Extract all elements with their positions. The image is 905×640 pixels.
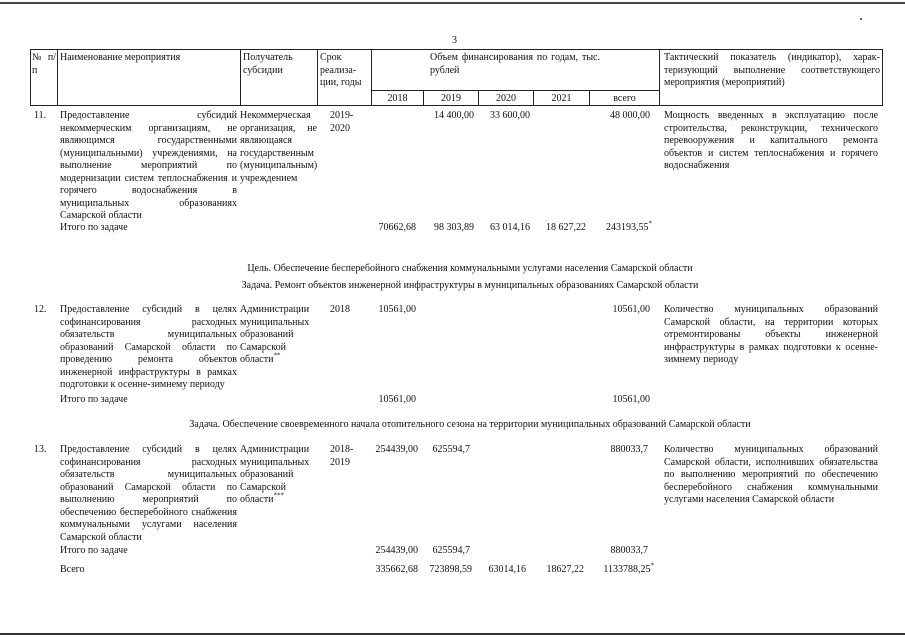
bottom-rule <box>0 633 905 635</box>
value-2018: 254439,00 <box>375 444 418 455</box>
recipient: Администрации муниципальных образований Самарской области** <box>240 304 310 365</box>
subtotal-2020: 63 014,16 <box>490 222 530 233</box>
value-2018: 10561,00 <box>378 304 416 315</box>
indicator: Количество муниципальных образований Самарской области, на территории которых отремонтированы объекты инженерной инфраструктуры в рамках подготовки к осенне-зимнему периоду <box>664 304 878 365</box>
value-total: 10561,00 <box>612 304 650 315</box>
subtotal-2019: 625594,7 <box>432 545 470 556</box>
term: 2019-2020 <box>330 110 354 134</box>
subtotal-2021: 18 627,22 <box>546 222 586 233</box>
grand-total-2021: 18627,22 <box>546 564 584 575</box>
header-indicator: Тактический показатель (индикатор), харак-теризующий выполнение соответствующего мероприятия (мероприятий) <box>664 52 880 88</box>
term: 2018 <box>330 304 350 315</box>
footnote-mark: * <box>648 219 652 228</box>
corner-mark <box>860 18 862 20</box>
term: 2018-2019 <box>330 444 354 468</box>
measure-name: Предоставление субсидий в целях софинансирования расходных обязательств муниципальных образований Самарской области по проведению ремонта объектов инженерной инфраструктуры в рамках подготовки к осенне-зимнему периоду <box>60 304 237 390</box>
footnote-mark: ** <box>273 351 281 360</box>
grand-total-2020: 63014,16 <box>488 564 526 575</box>
header-year-total: всего <box>613 93 636 104</box>
footnote-mark: * <box>650 561 654 570</box>
page-number: 3 <box>452 35 457 46</box>
subtotal-label: Итого по задаче <box>60 545 128 556</box>
row-number: 12. <box>34 304 47 315</box>
header-year-2018: 2018 <box>387 93 408 104</box>
value-2019: 14 400,00 <box>434 110 474 121</box>
value-total: 48 000,00 <box>610 110 650 121</box>
subtotal-2018: 70662,68 <box>378 222 416 233</box>
subtotal-2018: 10561,00 <box>378 394 416 405</box>
header-year-2019: 2019 <box>441 93 461 104</box>
header-recipient: Получатель субсидии <box>243 52 293 76</box>
task-heading-repair: Задача. Ремонт объектов инженерной инфраструктуры в муниципальных образованиях Самарской области <box>241 280 699 291</box>
header-name: Наименование мероприятия <box>60 52 181 63</box>
recipient: Некоммерческая организация, не являющаяся государственным (муниципальным) учреждением <box>240 110 318 184</box>
header-year-2020: 2020 <box>496 93 516 104</box>
indicator: Количество муниципальных образований Самарской области, исполнивших обязательства по выполнению мероприятий по обеспечению бесперебойного снабжения коммунальными услугами населения Самарской области <box>664 444 878 505</box>
value-2019: 625594,7 <box>432 444 470 455</box>
subtotal-label: Итого по задаче <box>60 222 128 233</box>
row-number: 11. <box>34 110 47 121</box>
header-term: Срок реализа-ции, годы <box>320 52 362 88</box>
grand-total-label: Всего <box>60 564 85 575</box>
subtotal-2018: 254439,00 <box>375 545 418 556</box>
subtotal-total: 243193,55* <box>606 219 652 233</box>
recipient: Администрации муниципальных образований Самарской области*** <box>240 444 310 505</box>
row-number: 13. <box>34 444 47 455</box>
value-2020: 33 600,00 <box>490 110 530 121</box>
header-no: № п/п <box>32 52 56 76</box>
indicator: Мощность введенных в эксплуатацию после строительства, реконструкции, технического перевооружения и капитального ремонта объектов и систем теплоснабжения и горячего водоснабжения <box>664 110 878 171</box>
measure-name: Предоставление субсидий некоммерческим организациям, не являющимся государственными (муниципальными) учреждениями, на выполнение мероприятий по модернизации систем теплоснабжения и горячего водоснабжения в муниципальных образованиях Самарской области <box>60 110 237 221</box>
subtotal-total: 10561,00 <box>612 394 650 405</box>
grand-total-2018: 335662,68 <box>375 564 418 575</box>
measure-name: Предоставление субсидий в целях софинансирования расходных обязательств муниципальных образований Самарской области по выполнению мероприятий по обеспечению бесперебойного снабжения коммунальными услугами населения Самарской области <box>60 444 237 543</box>
goal-heading: Цель. Обеспечение бесперебойного снабжения коммунальными услугами населения Самарской области <box>247 263 693 274</box>
grand-total-2019: 723898,59 <box>429 564 472 575</box>
subtotal-2019: 98 303,89 <box>434 222 474 233</box>
header-funding: Объем финансирования по годам, тыс. рублей <box>430 52 600 76</box>
subtotal-total: 880033,7 <box>610 545 648 556</box>
task-heading-heating: Задача. Обеспечение своевременного начала отопительного сезона на территории муниципальных образований Самарской области <box>189 419 751 430</box>
subtotal-label: Итого по задаче <box>60 394 128 405</box>
header-year-2021: 2021 <box>551 93 572 104</box>
footnote-mark: *** <box>273 491 284 500</box>
value-total: 880033,7 <box>610 444 648 455</box>
grand-total-total: 1133788,25* <box>603 561 654 575</box>
top-rule <box>0 2 905 4</box>
